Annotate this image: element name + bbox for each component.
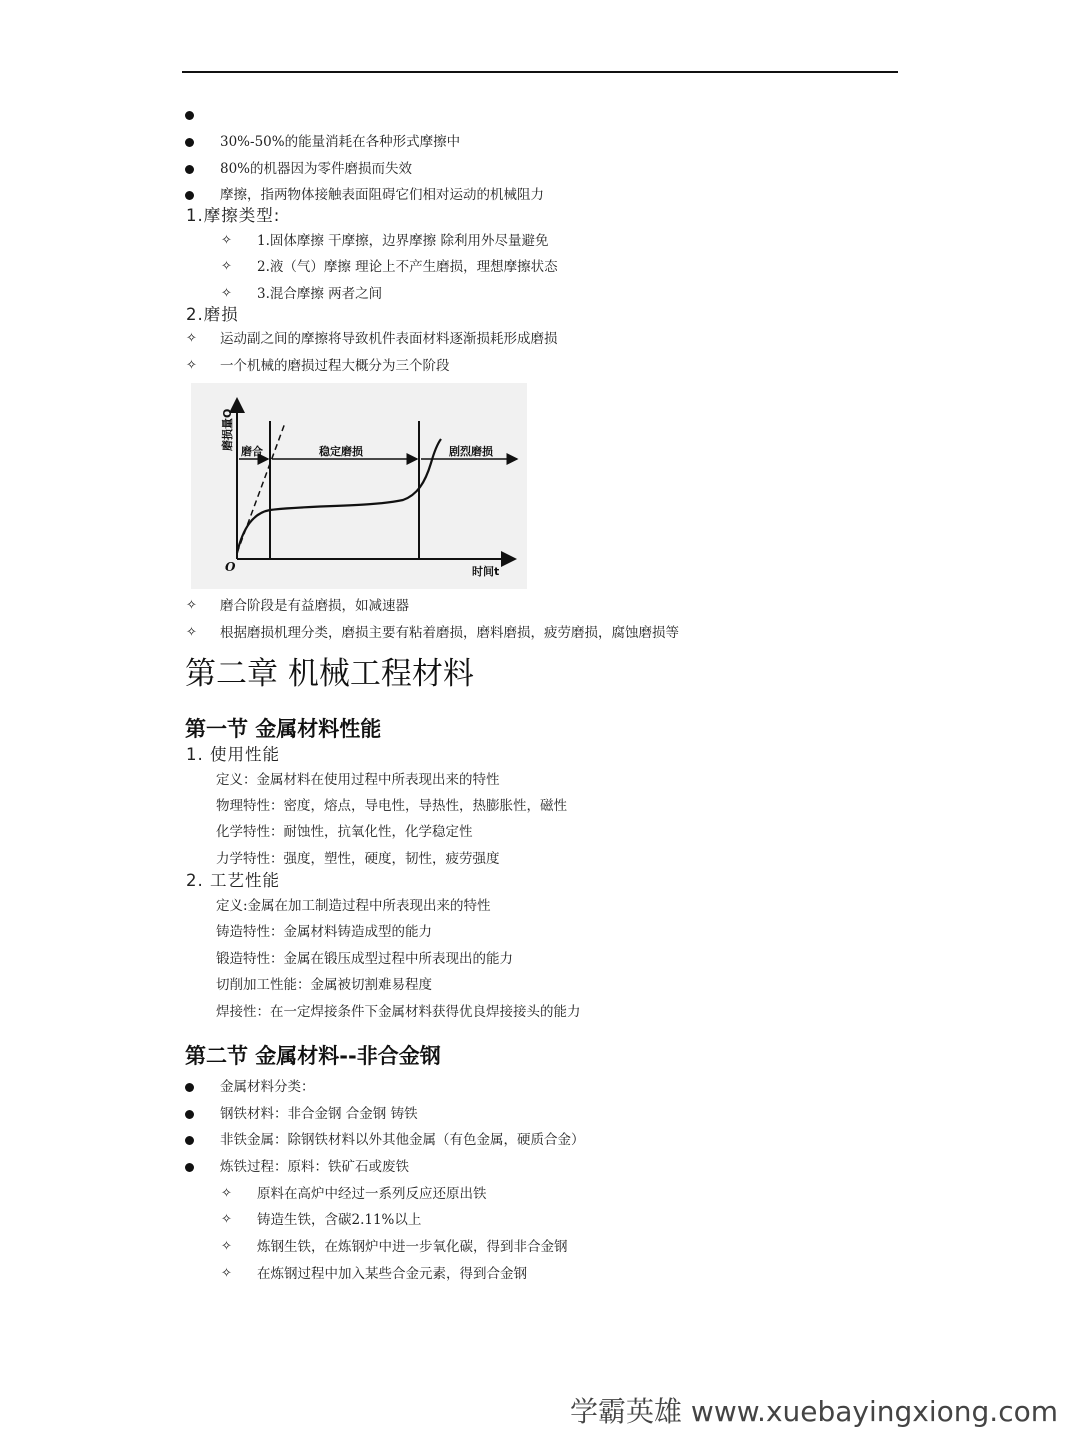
- bullet-text: 炼铁过程：原料：铁矿石或废铁: [220, 1159, 409, 1175]
- paragraph-line: 定义：金属材料在使用过程中所表现出来的特性: [216, 772, 500, 788]
- bullet-dot: [185, 165, 194, 174]
- diamond-marker: ✧: [221, 233, 232, 248]
- header-rule: [182, 71, 898, 73]
- diamond-marker: ✧: [221, 1186, 232, 1201]
- subsection-heading: 1. 使用性能: [186, 745, 280, 764]
- paragraph-line: 力学特性：强度，塑性，硬度，韧性，疲劳强度: [216, 851, 500, 867]
- diamond-marker: ✧: [186, 331, 197, 346]
- bullet-text: 80%的机器因为零件磨损而失效: [220, 161, 413, 177]
- list-item: 在炼钢过程中加入某些合金元素，得到合金钢: [257, 1266, 527, 1282]
- bullet-dot: [185, 1110, 194, 1119]
- list-item: 2.液（气）摩擦 理论上不产生磨损，理想摩擦状态: [257, 259, 558, 275]
- list-item: 运动副之间的摩擦将导致机件表面材料逐渐损耗形成磨损: [220, 331, 558, 347]
- list-item: 1.固体摩擦 干摩擦，边界摩擦 除利用外尽量避免: [257, 233, 549, 249]
- bullet-text: 摩擦，指两物体接触表面阻碍它们相对运动的机械阻力: [220, 187, 544, 203]
- diamond-marker: ✧: [221, 1239, 232, 1254]
- bullet-dot: [185, 1083, 194, 1092]
- paragraph-line: 切削加工性能：金属被切割难易程度: [216, 977, 432, 993]
- bullet-dot: [185, 138, 194, 147]
- section-title: 第二节 金属材料--非合金钢: [185, 1044, 441, 1068]
- bullet-dot: [185, 1136, 194, 1145]
- paragraph-line: 锻造特性：金属在锻压成型过程中所表现出的能力: [216, 951, 513, 967]
- paragraph-line: 化学特性：耐蚀性，抗氧化性，化学稳定性: [216, 824, 473, 840]
- chapter-title: 第二章 机械工程材料: [185, 656, 474, 692]
- paragraph-line: 焊接性：在一定焊接条件下金属材料获得优良焊接接头的能力: [216, 1004, 581, 1020]
- diamond-marker: ✧: [186, 358, 197, 373]
- bullet-text: 非铁金属：除钢铁材料以外其他金属（有色金属，硬质合金）: [220, 1132, 585, 1148]
- bullet-text: 金属材料分类：: [220, 1079, 315, 1095]
- list-item: 炼钢生铁，在炼钢炉中进一步氧化碳，得到非合金钢: [257, 1239, 568, 1255]
- list-item: 磨合阶段是有益磨损，如减速器: [220, 598, 409, 614]
- origin-label: O: [225, 560, 236, 574]
- bullet-dot: [185, 1163, 194, 1172]
- subsection-heading: 2. 工艺性能: [186, 871, 280, 890]
- stage-label: 剧烈磨损: [449, 445, 493, 458]
- bullet-text: 钢铁材料：非合金钢 合金钢 铸铁: [220, 1106, 418, 1122]
- y-axis-label: 磨损量Q: [221, 408, 234, 451]
- watermark: 学霸英雄 www.xuebayingxiong.com: [570, 1395, 1058, 1428]
- diamond-marker: ✧: [221, 1266, 232, 1281]
- paragraph-line: 物理特性：密度，熔点，导电性，导热性，热膨胀性，磁性: [216, 798, 567, 814]
- section-title: 第一节 金属材料性能: [185, 717, 382, 741]
- list-item: 一个机械的磨损过程大概分为三个阶段: [220, 358, 450, 374]
- bullet-dot: [185, 111, 194, 120]
- friction-types-heading: 1.摩擦类型:: [186, 206, 281, 225]
- list-item: 3.混合摩擦 两者之间: [257, 286, 383, 302]
- diamond-marker: ✧: [221, 286, 232, 301]
- paragraph-line: 定义:金属在加工制造过程中所表现出来的特性: [216, 898, 491, 914]
- diamond-marker: ✧: [221, 259, 232, 274]
- bullet-dot: [185, 191, 194, 200]
- diamond-marker: ✧: [221, 1212, 232, 1227]
- list-item: 根据磨损机理分类，磨损主要有粘着磨损，磨料磨损，疲劳磨损，腐蚀磨损等: [220, 625, 679, 641]
- paragraph-line: 铸造特性：金属材料铸造成型的能力: [216, 924, 432, 940]
- x-axis-label: 时间t: [472, 565, 500, 578]
- list-item: 铸造生铁，含碳2.11%以上: [257, 1212, 422, 1228]
- diamond-marker: ✧: [186, 625, 197, 640]
- wear-heading: 2.磨损: [186, 305, 239, 324]
- wear-curve-figure: [191, 383, 527, 589]
- diamond-marker: ✧: [186, 598, 197, 613]
- list-item: 原料在高炉中经过一系列反应还原出铁: [257, 1186, 487, 1202]
- stage-label: 磨合: [241, 445, 263, 458]
- stage-label: 稳定磨损: [319, 445, 363, 458]
- bullet-text: 30%-50%的能量消耗在各种形式摩擦中: [220, 134, 461, 150]
